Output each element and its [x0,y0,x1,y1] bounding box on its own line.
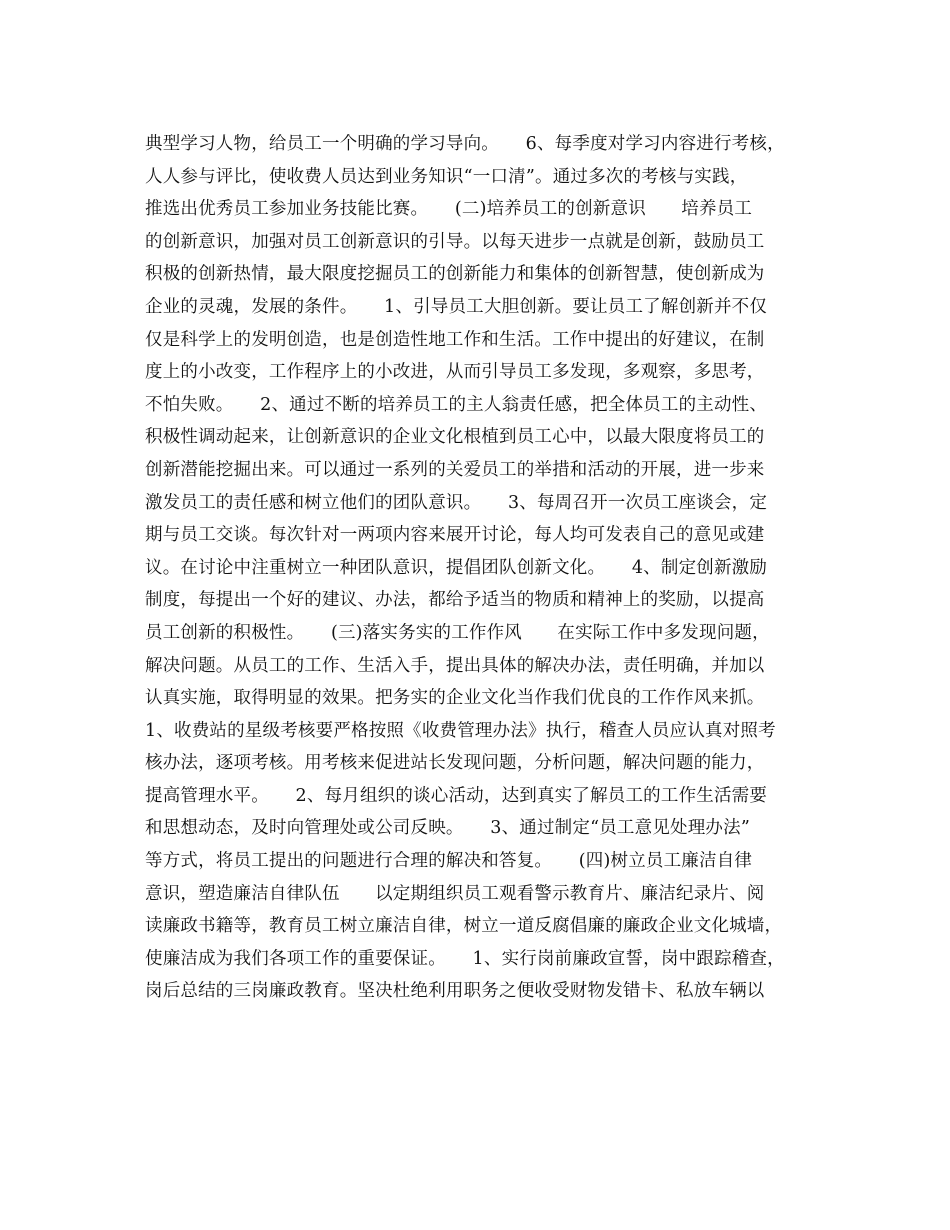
text-line: 岗后总结的三岗廉政教育。坚决杜绝利用职务之便收受财物发错卡、私放车辆以 [145,981,765,1002]
text-line: 人人参与评比，使收费人员达到业务知识“一口清”。通过多次的考核与实践， [145,166,748,187]
text-line: 推选出优秀员工参加业务技能比赛。 (二)培养员工的创新意识 培养员工 [145,199,753,220]
text-line: 认真实施，取得明显的效果。把务实的企业文化当作我们优良的工作作风来抓。 [145,688,765,709]
text-line: 制度，每提出一个好的建议、办法，都给予适当的物质和精神上的奖励，以提高 [145,590,765,611]
text-line: 1、收费站的星级考核要严格按照《收费管理办法》执行，稽查人员应认真对照考 [145,720,776,741]
text-line: 员工创新的积极性。 (三)落实务实的工作作风 在实际工作中多发现问题， [145,622,770,643]
body-text [145,128,825,1008]
text-line: 激发员工的责任感和树立他们的团队意识。 3、每周召开一次员工座谈会，定 [145,492,768,513]
text-line: 企业的灵魂，发展的条件。 1、引导员工大胆创新。要让员工了解创新并不仅 [145,296,768,317]
text-line: 期与员工交谈。每次针对一两项内容来展开讨论，每人均可发表自己的意见或建 [145,525,765,546]
text-line: 典型学习人物，给员工一个明确的学习导向。 6、每季度对学习内容进行考核， [145,134,785,154]
text-line: 积极性调动起来，让创新意识的企业文化根植到员工心中，以最大限度将员工的 [145,427,765,448]
text-line: 读廉政书籍等，教育员工树立廉洁自律，树立一道反腐倡廉的廉政企业文化城墙， [145,916,783,937]
text-line: 核办法，逐项考核。用考核来促进站长发现问题，分析问题，解决问题的能力， [145,753,765,774]
text-line: 提高管理水平。 2、每月组织的谈心活动，达到真实了解员工的工作生活需要 [145,785,768,806]
text-line: 使廉洁成为我们各项工作的重要保证。 1、实行岗前廉政宣誓，岗中跟踪稽查， [145,948,785,969]
text-line: 解决问题。从员工的工作、生活入手，提出具体的解决办法，责任明确，并加以 [145,655,765,676]
text-line: 度上的小改变，工作程序上的小改进，从而引导员工多发现，多观察，多思考， [145,362,765,383]
text-line: 不怕失败。 2、通过不断的培养员工的主人翁责任感，把全体员工的主动性、 [145,394,768,415]
text-line: 议。在讨论中注重树立一种团队意识，提倡团队创新文化。 4、制定创新激励 [145,557,768,578]
text-line: 仅是科学上的发明创造，也是创造性地工作和生活。工作中提出的好建议，在制 [145,329,765,350]
text-line: 的创新意识，加强对员工创新意识的引导。以每天进步一点就是创新，鼓励员工 [145,231,765,252]
text-line: 等方式，将员工提出的问题进行合理的解决和答复。 (四)树立员工廉洁自律 [145,851,753,872]
text-line: 创新潜能挖掘出来。可以通过一系列的关爱员工的举措和活动的开展，进一步来 [145,459,765,480]
text-line: 和思想动态，及时向管理处或公司反映。 3、通过制定“员工意见处理办法” [145,818,750,839]
text-line: 积极的创新热情，最大限度挖掘员工的创新能力和集体的创新智慧，使创新成为 [145,264,765,285]
text-line: 意识，塑造廉洁自律队伍 以定期组织员工观看警示教育片、廉洁纪录片、阅 [145,883,765,904]
